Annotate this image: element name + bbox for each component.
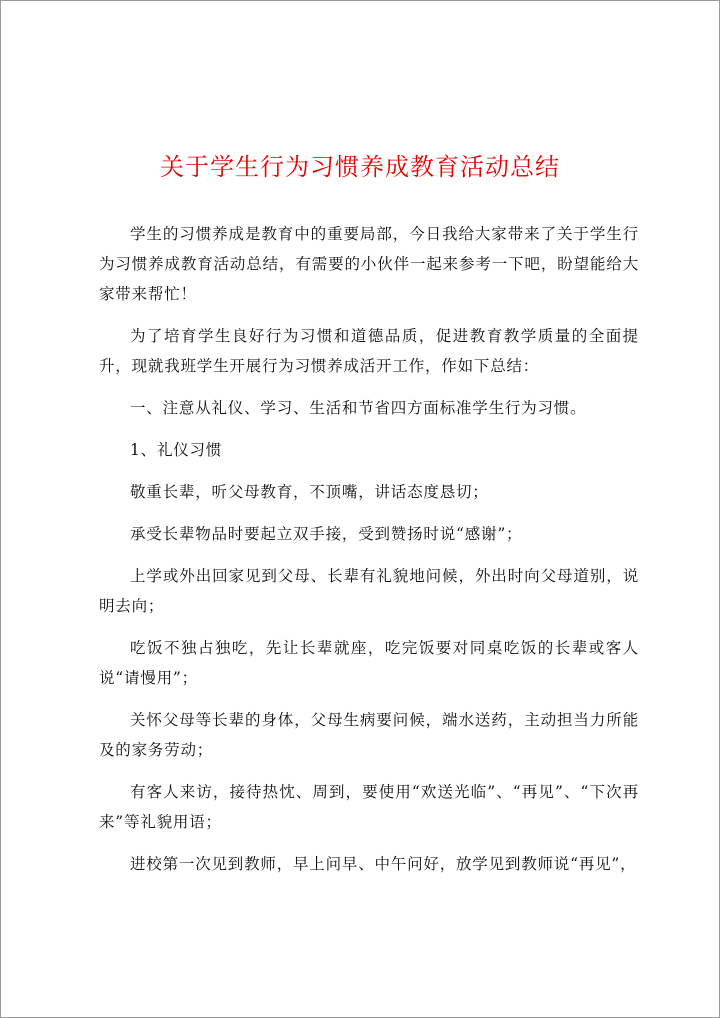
document-title: 关于学生行为习惯养成教育活动总结 <box>160 153 560 181</box>
paragraph: 一、注意从礼仪、学习、生活和节省四方面标准学生行为习惯。 <box>130 399 587 417</box>
paragraph: 学生的习惯养成是教育中的重要局部，今日我给大家带来了关于学生行为习惯养成教育活动总结，有需要的小伙伴一起来参考一下吧，盼望能给大家带来帮忙！ <box>99 225 639 303</box>
paragraph: 有客人来访，接待热忱、周到，要使用“欢送光临”、“再见”、“下次再来”等礼貌用语； <box>99 783 639 831</box>
paragraph: 1、礼仪习惯 <box>130 441 223 459</box>
paragraph: 敬重长辈，听父母教育，不顶嘴，讲话态度恳切； <box>130 483 489 501</box>
document-body <box>99 219 639 891</box>
paragraph: 承受长辈物品时要起立双手接，受到赞扬时说“感谢”； <box>130 525 523 543</box>
paragraph: 关怀父母等长辈的身体，父母生病要问候，端水送药，主动担当力所能及的家务劳动； <box>99 711 639 759</box>
paragraph: 进校第一次见到教师，早上问早、中午问好，放学见到教师说“再见”， <box>130 855 637 873</box>
paragraph: 上学或外出回家见到父母、长辈有礼貌地问候，外出时向父母道别，说明去向； <box>99 567 639 615</box>
paragraph: 吃饭不独占独吃，先让长辈就座，吃完饭要对同桌吃饭的长辈或客人说“请慢用”； <box>99 639 639 687</box>
paragraph: 为了培育学生良好行为习惯和道德品质，促进教育教学质量的全面提升，现就我班学生开展行为习惯养成活开工作，作如下总结： <box>99 327 639 375</box>
